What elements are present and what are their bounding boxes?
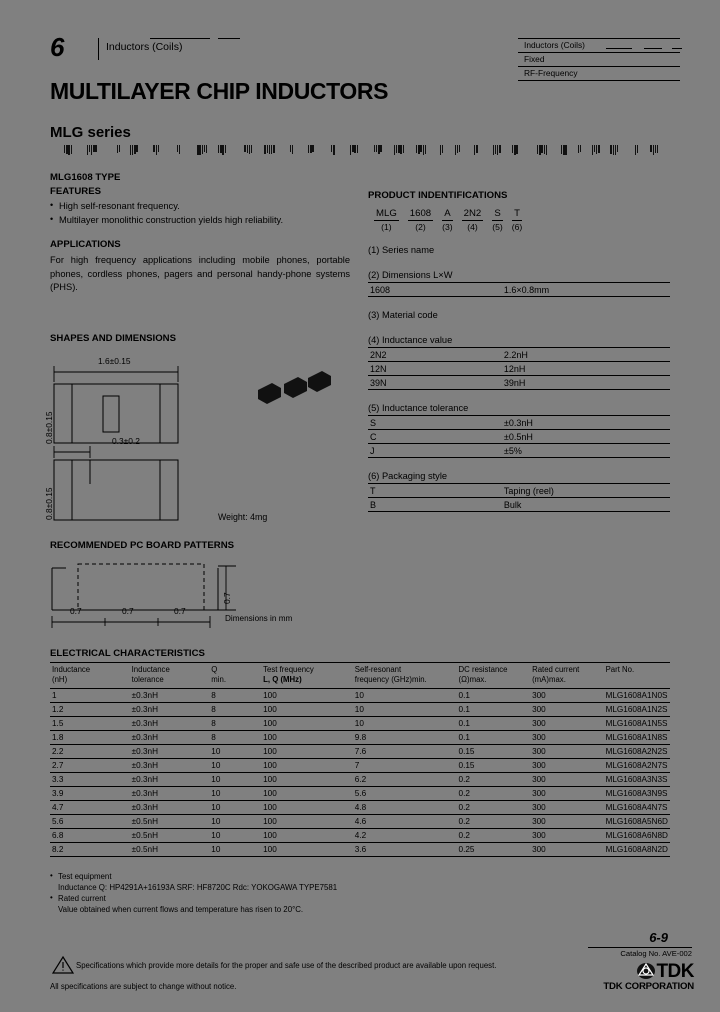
column-header-line1: Inductance bbox=[131, 665, 170, 674]
data-cell: 100 bbox=[261, 787, 353, 801]
series-name: MLG series bbox=[50, 124, 131, 141]
header-category-0: Inductors (Coils) bbox=[524, 40, 585, 50]
data-cell: 100 bbox=[261, 801, 353, 815]
column-header-line1: Rated current bbox=[532, 665, 580, 674]
part-number-cell: MLG1608A1N0S bbox=[604, 689, 670, 703]
item1-caption: (1) Series name bbox=[368, 245, 435, 255]
data-cell: 0.1 bbox=[457, 689, 531, 703]
applications-heading: APPLICATIONS bbox=[50, 239, 121, 250]
product-code-index: (4) bbox=[467, 222, 478, 232]
product-code: T bbox=[512, 208, 523, 221]
value-cell: ±0.5nH bbox=[504, 430, 670, 444]
part-number-cell: MLG1608A1N2S bbox=[604, 703, 670, 717]
header-dash-2 bbox=[644, 48, 662, 49]
data-cell: 7.6 bbox=[353, 745, 457, 759]
part-number-cell: MLG1608A2N7S bbox=[604, 759, 670, 773]
product-code: 2N2 bbox=[463, 208, 482, 219]
note-heading: • Test equipment bbox=[50, 871, 530, 882]
data-cell: ±0.3nH bbox=[130, 689, 210, 703]
header-rule-b bbox=[218, 38, 240, 39]
data-cell: 100 bbox=[261, 815, 353, 829]
part-number-cell: MLG1608A3N3S bbox=[604, 773, 670, 787]
part-number-cell: MLG1608A8N2D bbox=[604, 843, 670, 857]
data-cell: 0.15 bbox=[457, 759, 531, 773]
data-cell: 10 bbox=[353, 689, 457, 703]
data-cell: 0.1 bbox=[457, 717, 531, 731]
pcb-dim-1: 0.7 bbox=[70, 606, 82, 616]
feature-item: • High self-resonant frequency. bbox=[50, 201, 350, 211]
data-cell: 1.8 bbox=[50, 731, 130, 745]
column-header bbox=[604, 663, 670, 689]
note-heading: • Rated current bbox=[50, 893, 530, 904]
data-cell: 300 bbox=[530, 801, 603, 815]
column-header bbox=[50, 663, 130, 689]
part-number-cell: MLG1608A1N5S bbox=[604, 717, 670, 731]
table-row bbox=[50, 703, 670, 717]
item4-caption: (4) Inductance value bbox=[368, 335, 453, 345]
product-code-cell bbox=[512, 208, 523, 232]
data-cell: 0.2 bbox=[457, 801, 531, 815]
table-row bbox=[50, 773, 670, 787]
data-cell: 10 bbox=[209, 829, 261, 843]
header-category-row bbox=[518, 66, 680, 80]
feature-item: • Multilayer monolithic construction yields high reliability. bbox=[50, 215, 350, 225]
data-cell: ±0.3nH bbox=[130, 801, 210, 815]
product-code-cell bbox=[462, 208, 484, 232]
spec-disclaimer-2: All specifications are subject to change without notice. bbox=[50, 982, 237, 991]
pcb-dim-2: 0.7 bbox=[122, 606, 134, 616]
data-cell: 2.7 bbox=[50, 759, 130, 773]
column-header-line1: Part No. bbox=[605, 665, 635, 674]
data-cell: 0.2 bbox=[457, 815, 531, 829]
data-cell: ±0.3nH bbox=[130, 703, 210, 717]
column-header bbox=[457, 663, 531, 689]
company-name: TDK CORPORATION bbox=[603, 981, 694, 992]
packaging-style-table bbox=[368, 483, 670, 512]
code-cell: 12N bbox=[368, 362, 504, 376]
chapter-label-box bbox=[98, 38, 239, 60]
footer-rule bbox=[588, 947, 692, 948]
column-header-line2: (nH) bbox=[52, 675, 68, 684]
data-cell: 4.7 bbox=[50, 801, 130, 815]
data-cell: 3.3 bbox=[50, 773, 130, 787]
inductance-tolerance-table bbox=[368, 415, 670, 458]
table-row bbox=[50, 801, 670, 815]
code-cell: J bbox=[368, 444, 504, 458]
data-cell: 300 bbox=[530, 759, 603, 773]
part-number-cell: MLG1608A6N8D bbox=[604, 829, 670, 843]
header-dash-3 bbox=[672, 48, 682, 49]
data-cell: 3.9 bbox=[50, 787, 130, 801]
dim-terminal-label: 0.3±0.2 bbox=[112, 436, 140, 446]
data-cell: 5.6 bbox=[353, 787, 457, 801]
table-row bbox=[368, 444, 670, 458]
electrical-characteristics-table bbox=[50, 662, 670, 857]
table-row bbox=[368, 283, 670, 297]
data-cell: 0.1 bbox=[457, 731, 531, 745]
data-cell: 100 bbox=[261, 689, 353, 703]
product-id-heading: PRODUCT INDENTIFICATIONS bbox=[368, 190, 508, 201]
data-cell: 6.8 bbox=[50, 829, 130, 843]
data-cell: 10 bbox=[353, 717, 457, 731]
table-row bbox=[368, 484, 670, 498]
table-row bbox=[368, 376, 670, 390]
data-cell: 300 bbox=[530, 787, 603, 801]
header-dash-1 bbox=[606, 48, 632, 49]
table-row bbox=[368, 362, 670, 376]
value-cell: Bulk bbox=[504, 498, 670, 512]
code-cell: T bbox=[368, 484, 504, 498]
data-cell: ±0.5nH bbox=[130, 829, 210, 843]
table-row bbox=[368, 348, 670, 362]
data-cell: 10 bbox=[209, 815, 261, 829]
product-code-index: (2) bbox=[415, 222, 426, 232]
item3-caption: (3) Material code bbox=[368, 310, 438, 320]
column-header bbox=[261, 663, 353, 689]
table-header-row bbox=[50, 663, 670, 689]
data-cell: 300 bbox=[530, 773, 603, 787]
column-header bbox=[530, 663, 603, 689]
code-cell: 39N bbox=[368, 376, 504, 390]
product-code: A bbox=[442, 208, 453, 221]
data-cell: 1.5 bbox=[50, 717, 130, 731]
header-rule-a bbox=[150, 38, 210, 39]
table-row bbox=[368, 498, 670, 512]
type-heading: MLG1608 TYPE bbox=[50, 172, 121, 183]
column-header bbox=[353, 663, 457, 689]
value-cell: 12nH bbox=[504, 362, 670, 376]
item6-caption: (6) Packaging style bbox=[368, 471, 448, 481]
data-cell: 300 bbox=[530, 745, 603, 759]
pcb-pattern-svg bbox=[50, 556, 350, 634]
pcb-dim-vertical: 0.7 bbox=[222, 592, 232, 604]
data-cell: 8 bbox=[209, 717, 261, 731]
data-cell: 300 bbox=[530, 689, 603, 703]
code-cell: S bbox=[368, 416, 504, 430]
data-cell: 100 bbox=[261, 703, 353, 717]
data-cell: 8 bbox=[209, 731, 261, 745]
data-cell: 300 bbox=[530, 829, 603, 843]
column-header-line1: DC resistance bbox=[458, 665, 508, 674]
data-cell: 8 bbox=[209, 689, 261, 703]
product-identifications bbox=[368, 190, 670, 512]
value-cell: Taping (reel) bbox=[504, 484, 670, 498]
data-cell: 1 bbox=[50, 689, 130, 703]
column-header-line2: tolerance bbox=[131, 675, 164, 684]
data-cell: ±0.3nH bbox=[130, 717, 210, 731]
product-id-item-3 bbox=[368, 310, 670, 322]
pcb-heading: RECOMMENDED PC BOARD PATTERNS bbox=[50, 540, 235, 551]
decorative-band bbox=[50, 145, 670, 157]
data-cell: 100 bbox=[261, 745, 353, 759]
table-row bbox=[50, 815, 670, 829]
column-header-line2: L, Q (MHz) bbox=[263, 675, 302, 684]
product-id-item-2 bbox=[368, 270, 670, 297]
product-code-breakdown bbox=[368, 208, 670, 232]
pcb-dim-3: 0.7 bbox=[174, 606, 186, 616]
table-row bbox=[50, 787, 670, 801]
data-cell: ±0.3nH bbox=[130, 787, 210, 801]
page-title: MULTILAYER CHIP INDUCTORS bbox=[50, 78, 389, 104]
part-number-cell: MLG1608A4N7S bbox=[604, 801, 670, 815]
data-cell: 10 bbox=[209, 787, 261, 801]
table-row bbox=[368, 416, 670, 430]
header-category-row bbox=[518, 38, 680, 52]
chapter-number: 6 bbox=[50, 32, 64, 62]
header-category-block bbox=[518, 38, 680, 81]
table-row bbox=[50, 745, 670, 759]
data-cell: 5.6 bbox=[50, 815, 130, 829]
data-cell: 0.25 bbox=[457, 843, 531, 857]
table-row bbox=[50, 759, 670, 773]
catalog-number: Catalog No. AVE-002 bbox=[620, 949, 692, 958]
column-header-line2: frequency (GHz)min. bbox=[354, 675, 427, 684]
product-code-index: (3) bbox=[442, 222, 453, 232]
note-text: Value obtained when current flows and temperature has risen to 20°C. bbox=[58, 905, 304, 914]
product-code: 1608 bbox=[409, 208, 432, 219]
tdk-mark-icon bbox=[636, 962, 656, 980]
chapter-label: Inductors (Coils) bbox=[106, 41, 183, 53]
product-code-cell bbox=[492, 208, 503, 232]
column-header-line2: min. bbox=[211, 675, 227, 684]
dim-height-label: 0.8±0.15 bbox=[44, 487, 54, 520]
table-row bbox=[50, 717, 670, 731]
data-cell: 0.1 bbox=[457, 703, 531, 717]
data-cell: ±0.5nH bbox=[130, 843, 210, 857]
product-code-index: (6) bbox=[511, 222, 523, 232]
tdk-logo bbox=[603, 962, 694, 992]
data-cell: 9.8 bbox=[353, 731, 457, 745]
data-cell: 300 bbox=[530, 731, 603, 745]
column-header bbox=[130, 663, 210, 689]
code-cell: C bbox=[368, 430, 504, 444]
dim-width-label: 0.8±0.15 bbox=[44, 411, 54, 444]
data-cell: 100 bbox=[261, 843, 353, 857]
part-number-cell: MLG1608A5N6D bbox=[604, 815, 670, 829]
table-row bbox=[50, 689, 670, 703]
data-cell: 0.2 bbox=[457, 829, 531, 843]
product-code-index: (5) bbox=[492, 222, 503, 232]
data-cell: 10 bbox=[209, 759, 261, 773]
product-id-item-1 bbox=[368, 245, 670, 257]
table-row bbox=[50, 731, 670, 745]
data-cell: 100 bbox=[261, 759, 353, 773]
product-code-cell bbox=[442, 208, 453, 232]
part-number-cell: MLG1608A3N9S bbox=[604, 787, 670, 801]
data-cell: 8.2 bbox=[50, 843, 130, 857]
shapes-heading: SHAPES AND DIMENSIONS bbox=[50, 333, 176, 344]
features-heading: FEATURES bbox=[50, 186, 101, 197]
product-code: S bbox=[492, 208, 503, 221]
electrical-heading: ELECTRICAL CHARACTERISTICS bbox=[50, 648, 205, 659]
data-cell: 300 bbox=[530, 717, 603, 731]
data-cell: 300 bbox=[530, 703, 603, 717]
data-cell: 4.6 bbox=[353, 815, 457, 829]
data-cell: ±0.3nH bbox=[130, 773, 210, 787]
page-number: 6-9 bbox=[649, 930, 668, 945]
data-cell: 3.6 bbox=[353, 843, 457, 857]
data-cell: 4.8 bbox=[353, 801, 457, 815]
value-cell: ±5% bbox=[504, 444, 670, 458]
column-header-line1: Inductance bbox=[52, 665, 91, 674]
part-number-cell: MLG1608A1N8S bbox=[604, 731, 670, 745]
column-header-line1: Test frequency bbox=[263, 665, 314, 674]
product-id-item-5 bbox=[368, 403, 670, 458]
data-cell: ±0.3nH bbox=[130, 731, 210, 745]
table-body bbox=[50, 689, 670, 857]
column-header-line1: Self-resonant bbox=[354, 665, 402, 674]
data-cell: 10 bbox=[209, 773, 261, 787]
data-cell: 0.2 bbox=[457, 773, 531, 787]
product-code-cell bbox=[408, 208, 433, 232]
table-row bbox=[50, 829, 670, 843]
data-cell: ±0.5nH bbox=[130, 815, 210, 829]
column-header bbox=[209, 663, 261, 689]
data-cell: ±0.3nH bbox=[130, 759, 210, 773]
data-cell: 300 bbox=[530, 815, 603, 829]
column-header-line2: (mA)max. bbox=[532, 675, 566, 684]
column-header-line2: (Ω)max. bbox=[458, 675, 487, 684]
left-column bbox=[50, 172, 350, 295]
value-cell: 2.2nH bbox=[504, 348, 670, 362]
data-cell: 0.2 bbox=[457, 787, 531, 801]
column-header-line1: Q bbox=[211, 665, 218, 674]
item5-caption: (5) Inductance tolerance bbox=[368, 403, 469, 413]
brand-text: TDK bbox=[656, 961, 694, 982]
spec-disclaimer-1: Specifications which provide more details for the proper and safe use of the described product are available upon request. bbox=[76, 961, 497, 970]
table-row bbox=[50, 843, 670, 857]
weight-label: Weight: 4mg bbox=[218, 512, 268, 522]
data-cell: 10 bbox=[209, 843, 261, 857]
header-category-closing-rule bbox=[518, 80, 680, 81]
product-code-index: (1) bbox=[381, 222, 392, 232]
data-cell: 300 bbox=[530, 843, 603, 857]
code-cell: 2N2 bbox=[368, 348, 504, 362]
pcb-unit-note: Dimensions in mm bbox=[225, 614, 293, 623]
data-cell: 10 bbox=[353, 703, 457, 717]
data-cell: 0.15 bbox=[457, 745, 531, 759]
code-cell: 1608 bbox=[368, 283, 504, 297]
chip-dimension-svg bbox=[50, 348, 350, 528]
footnotes bbox=[50, 871, 530, 915]
brand-name bbox=[603, 962, 694, 981]
note-text: Inductance Q: HP4291A+16193A SRF: HF8720C Rdc: YOKOGAWA TYPE7581 bbox=[58, 883, 338, 892]
data-cell: 1.2 bbox=[50, 703, 130, 717]
inductance-value-table bbox=[368, 347, 670, 390]
value-cell: ±0.3nH bbox=[504, 416, 670, 430]
data-cell: 4.2 bbox=[353, 829, 457, 843]
data-cell: 100 bbox=[261, 773, 353, 787]
product-id-item-6 bbox=[368, 471, 670, 512]
table-row bbox=[368, 430, 670, 444]
product-code: MLG bbox=[376, 208, 397, 219]
code-cell: B bbox=[368, 498, 504, 512]
data-cell: 8 bbox=[209, 703, 261, 717]
data-cell: 10 bbox=[209, 745, 261, 759]
shapes-drawing bbox=[44, 348, 350, 528]
dimensions-table bbox=[368, 282, 670, 297]
item2-caption: (2) Dimensions L×W bbox=[368, 270, 453, 280]
data-cell: 6.2 bbox=[353, 773, 457, 787]
data-cell: 100 bbox=[261, 717, 353, 731]
value-cell: 1.6×0.8mm bbox=[504, 283, 670, 297]
data-cell: 10 bbox=[209, 801, 261, 815]
value-cell: 39nH bbox=[504, 376, 670, 390]
header-category-1: Fixed bbox=[524, 54, 545, 64]
header-category-row bbox=[518, 52, 680, 66]
product-code-cell bbox=[374, 208, 399, 232]
dim-length-label: 1.6±0.15 bbox=[98, 356, 131, 366]
product-id-item-4 bbox=[368, 335, 670, 390]
part-number-cell: MLG1608A2N2S bbox=[604, 745, 670, 759]
data-cell: ±0.3nH bbox=[130, 745, 210, 759]
data-cell: 100 bbox=[261, 829, 353, 843]
data-cell: 2.2 bbox=[50, 745, 130, 759]
data-cell: 7 bbox=[353, 759, 457, 773]
applications-text: For high frequency applications including mobile phones, portable phones, cordless phones, pagers and personal handy-phone systems (PHS). bbox=[50, 255, 350, 292]
pcb-drawing bbox=[50, 556, 350, 636]
header-category-2: RF-Frequency bbox=[524, 68, 578, 78]
data-cell: 100 bbox=[261, 731, 353, 745]
